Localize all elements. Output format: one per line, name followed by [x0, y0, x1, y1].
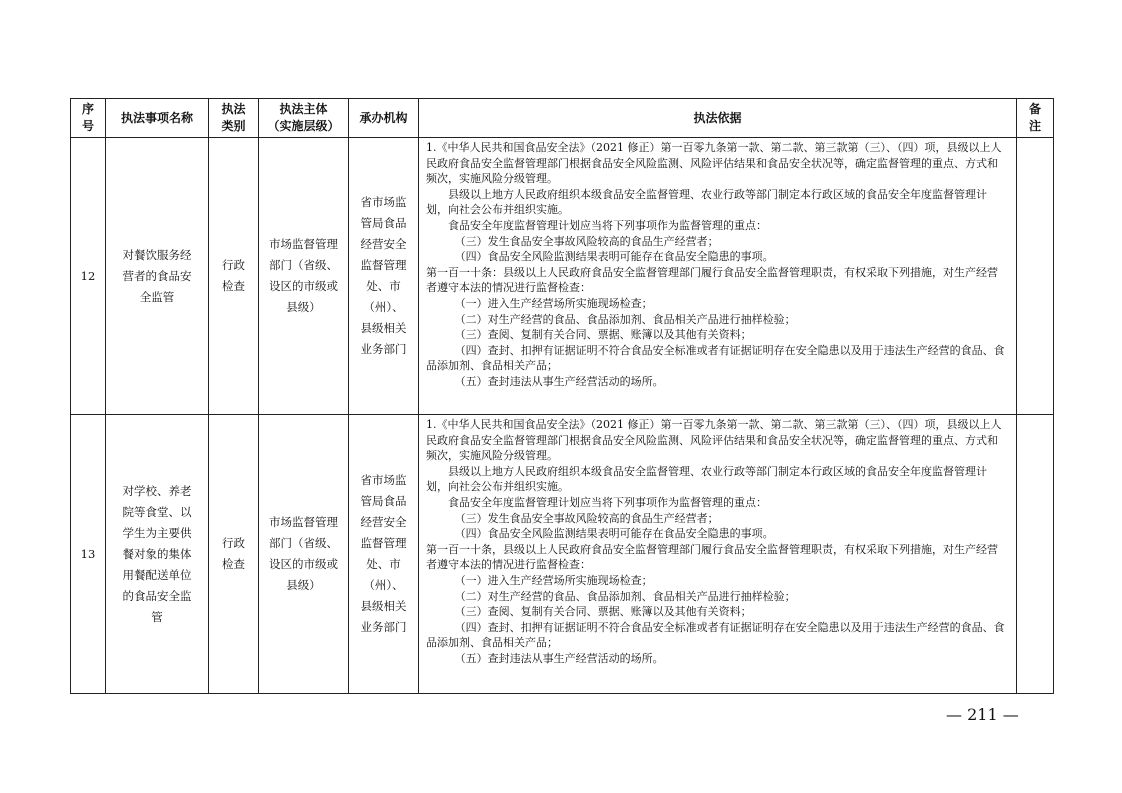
basis-para: （三）发生食品安全事故风险较高的食品生产经营者；	[454, 511, 719, 525]
row-name: 对学校、养老院等食堂、以学生为主要供餐对象的集体用餐配送单位的食品安全监管	[106, 415, 209, 694]
page-number: — 211 —	[946, 705, 1019, 724]
row-org: 省市场监管局食品经营安全监督管理处、市（州）、县级相关业务部门	[349, 415, 419, 694]
basis-para: 第一百一十条：县级以上人民政府食品安全监督管理部门履行食品安全监督管理职责，有权采取下列措施，对生产经营者遵守本法的情况进行监督检查：	[426, 265, 998, 295]
header-row	[71, 99, 1054, 138]
row-name: 对餐饮服务经营者的食品安全监管	[106, 138, 209, 415]
basis-para: 1.《中华人民共和国食品安全法》（2021 修正）第一百零九条第一款、第二款、第三款第（三）、（四）项，县级以上人民政府食品安全监督管理部门根据食品安全风险监测、风险评估结果和食品安全状况等，确定监督管理的重点、方式和频次，实施风险分级管理。	[426, 141, 1002, 186]
header-category: 执法类别	[209, 99, 259, 138]
header-seq: 序号	[71, 99, 106, 138]
row-basis	[419, 415, 1017, 694]
basis-para: 县级以上地方人民政府组织本级食品安全监督管理、农业行政等部门制定本行政区域的食品安全年度监督管理计划，向社会公布并组织实施。	[426, 187, 987, 217]
basis-para: （五）查封违法从事生产经营活动的场所。	[454, 374, 664, 388]
row-note	[1017, 415, 1054, 694]
header-name: 执法事项名称	[106, 99, 209, 138]
basis-para: （二）对生产经营的食品、食品添加剂、食品相关产品进行抽样检验；	[454, 589, 796, 603]
header-org: 承办机构	[349, 99, 419, 138]
basis-para: （三）发生食品安全事故风险较高的食品生产经营者；	[454, 234, 719, 248]
basis-para: （五）查封违法从事生产经营活动的场所。	[454, 651, 664, 665]
header-note: 备注	[1017, 99, 1054, 138]
basis-para: （四）食品安全风险监测结果表明可能存在食品安全隐患的事项。	[454, 250, 774, 264]
basis-para: （四）食品安全风险监测结果表明可能存在食品安全隐患的事项。	[454, 527, 774, 541]
table-row	[71, 415, 1054, 694]
row-subject: 市场监督管理部门（省级、设区的市级或县级）	[259, 415, 349, 694]
row-category: 行政检查	[209, 138, 259, 415]
header-subject-line2: （实施层级）	[267, 119, 340, 133]
row-org: 省市场监管局食品经营安全监督管理处、市（州）、县级相关业务部门	[349, 138, 419, 415]
header-basis: 执法依据	[419, 99, 1017, 138]
header-subject-line1: 执法主体	[279, 102, 328, 116]
basis-para: （三）查阅、复制有关合同、票据、账簿以及其他有关资料；	[454, 328, 752, 342]
basis-para: （二）对生产经营的食品、食品添加剂、食品相关产品进行抽样检验；	[454, 312, 796, 326]
row-subject: 市场监督管理部门（省级、设区的市级或县级）	[259, 138, 349, 415]
basis-para: （四）查封、扣押有证据证明不符合食品安全标准或者有证据证明存在安全隐患以及用于违法生产经营的食品、食品添加剂、食品相关产品；	[426, 620, 1005, 650]
row-basis	[419, 138, 1017, 415]
basis-para: 食品安全年度监督管理计划应当将下列事项作为监督管理的重点：	[448, 495, 767, 509]
basis-para: （三）查阅、复制有关合同、票据、账簿以及其他有关资料；	[454, 605, 752, 619]
basis-para: （四）查封、扣押有证据证明不符合食品安全标准或者有证据证明存在安全隐患以及用于违法生产经营的食品、食品添加剂、食品相关产品；	[426, 343, 1005, 373]
row-category: 行政检查	[209, 415, 259, 694]
enforcement-table	[70, 98, 1054, 694]
basis-para: （一）进入生产经营场所实施现场检查；	[454, 573, 653, 587]
basis-para: 食品安全年度监督管理计划应当将下列事项作为监督管理的重点：	[448, 218, 767, 232]
basis-para: （一）进入生产经营场所实施现场检查；	[454, 296, 653, 310]
table-row	[71, 138, 1054, 415]
row-seq: 13	[71, 415, 106, 694]
basis-para: 1.《中华人民共和国食品安全法》（2021 修正）第一百零九条第一款、第二款、第三款第（三）、（四）项，县级以上人民政府食品安全监督管理部门根据食品安全风险监测、风险评估结果和食品安全状况等，确定监督管理的重点、方式和频次，实施风险分级管理。	[426, 418, 1002, 463]
basis-para: 第一百一十条，县级以上人民政府食品安全监督管理部门履行食品安全监督管理职责，有权采取下列措施，对生产经营者遵守本法的情况进行监督检查：	[426, 542, 998, 572]
row-seq: 12	[71, 138, 106, 415]
header-subject	[259, 99, 349, 138]
row-note	[1017, 138, 1054, 415]
basis-para: 县级以上地方人民政府组织本级食品安全监督管理、农业行政等部门制定本行政区域的食品安全年度监督管理计划，向社会公布并组织实施。	[426, 464, 987, 494]
